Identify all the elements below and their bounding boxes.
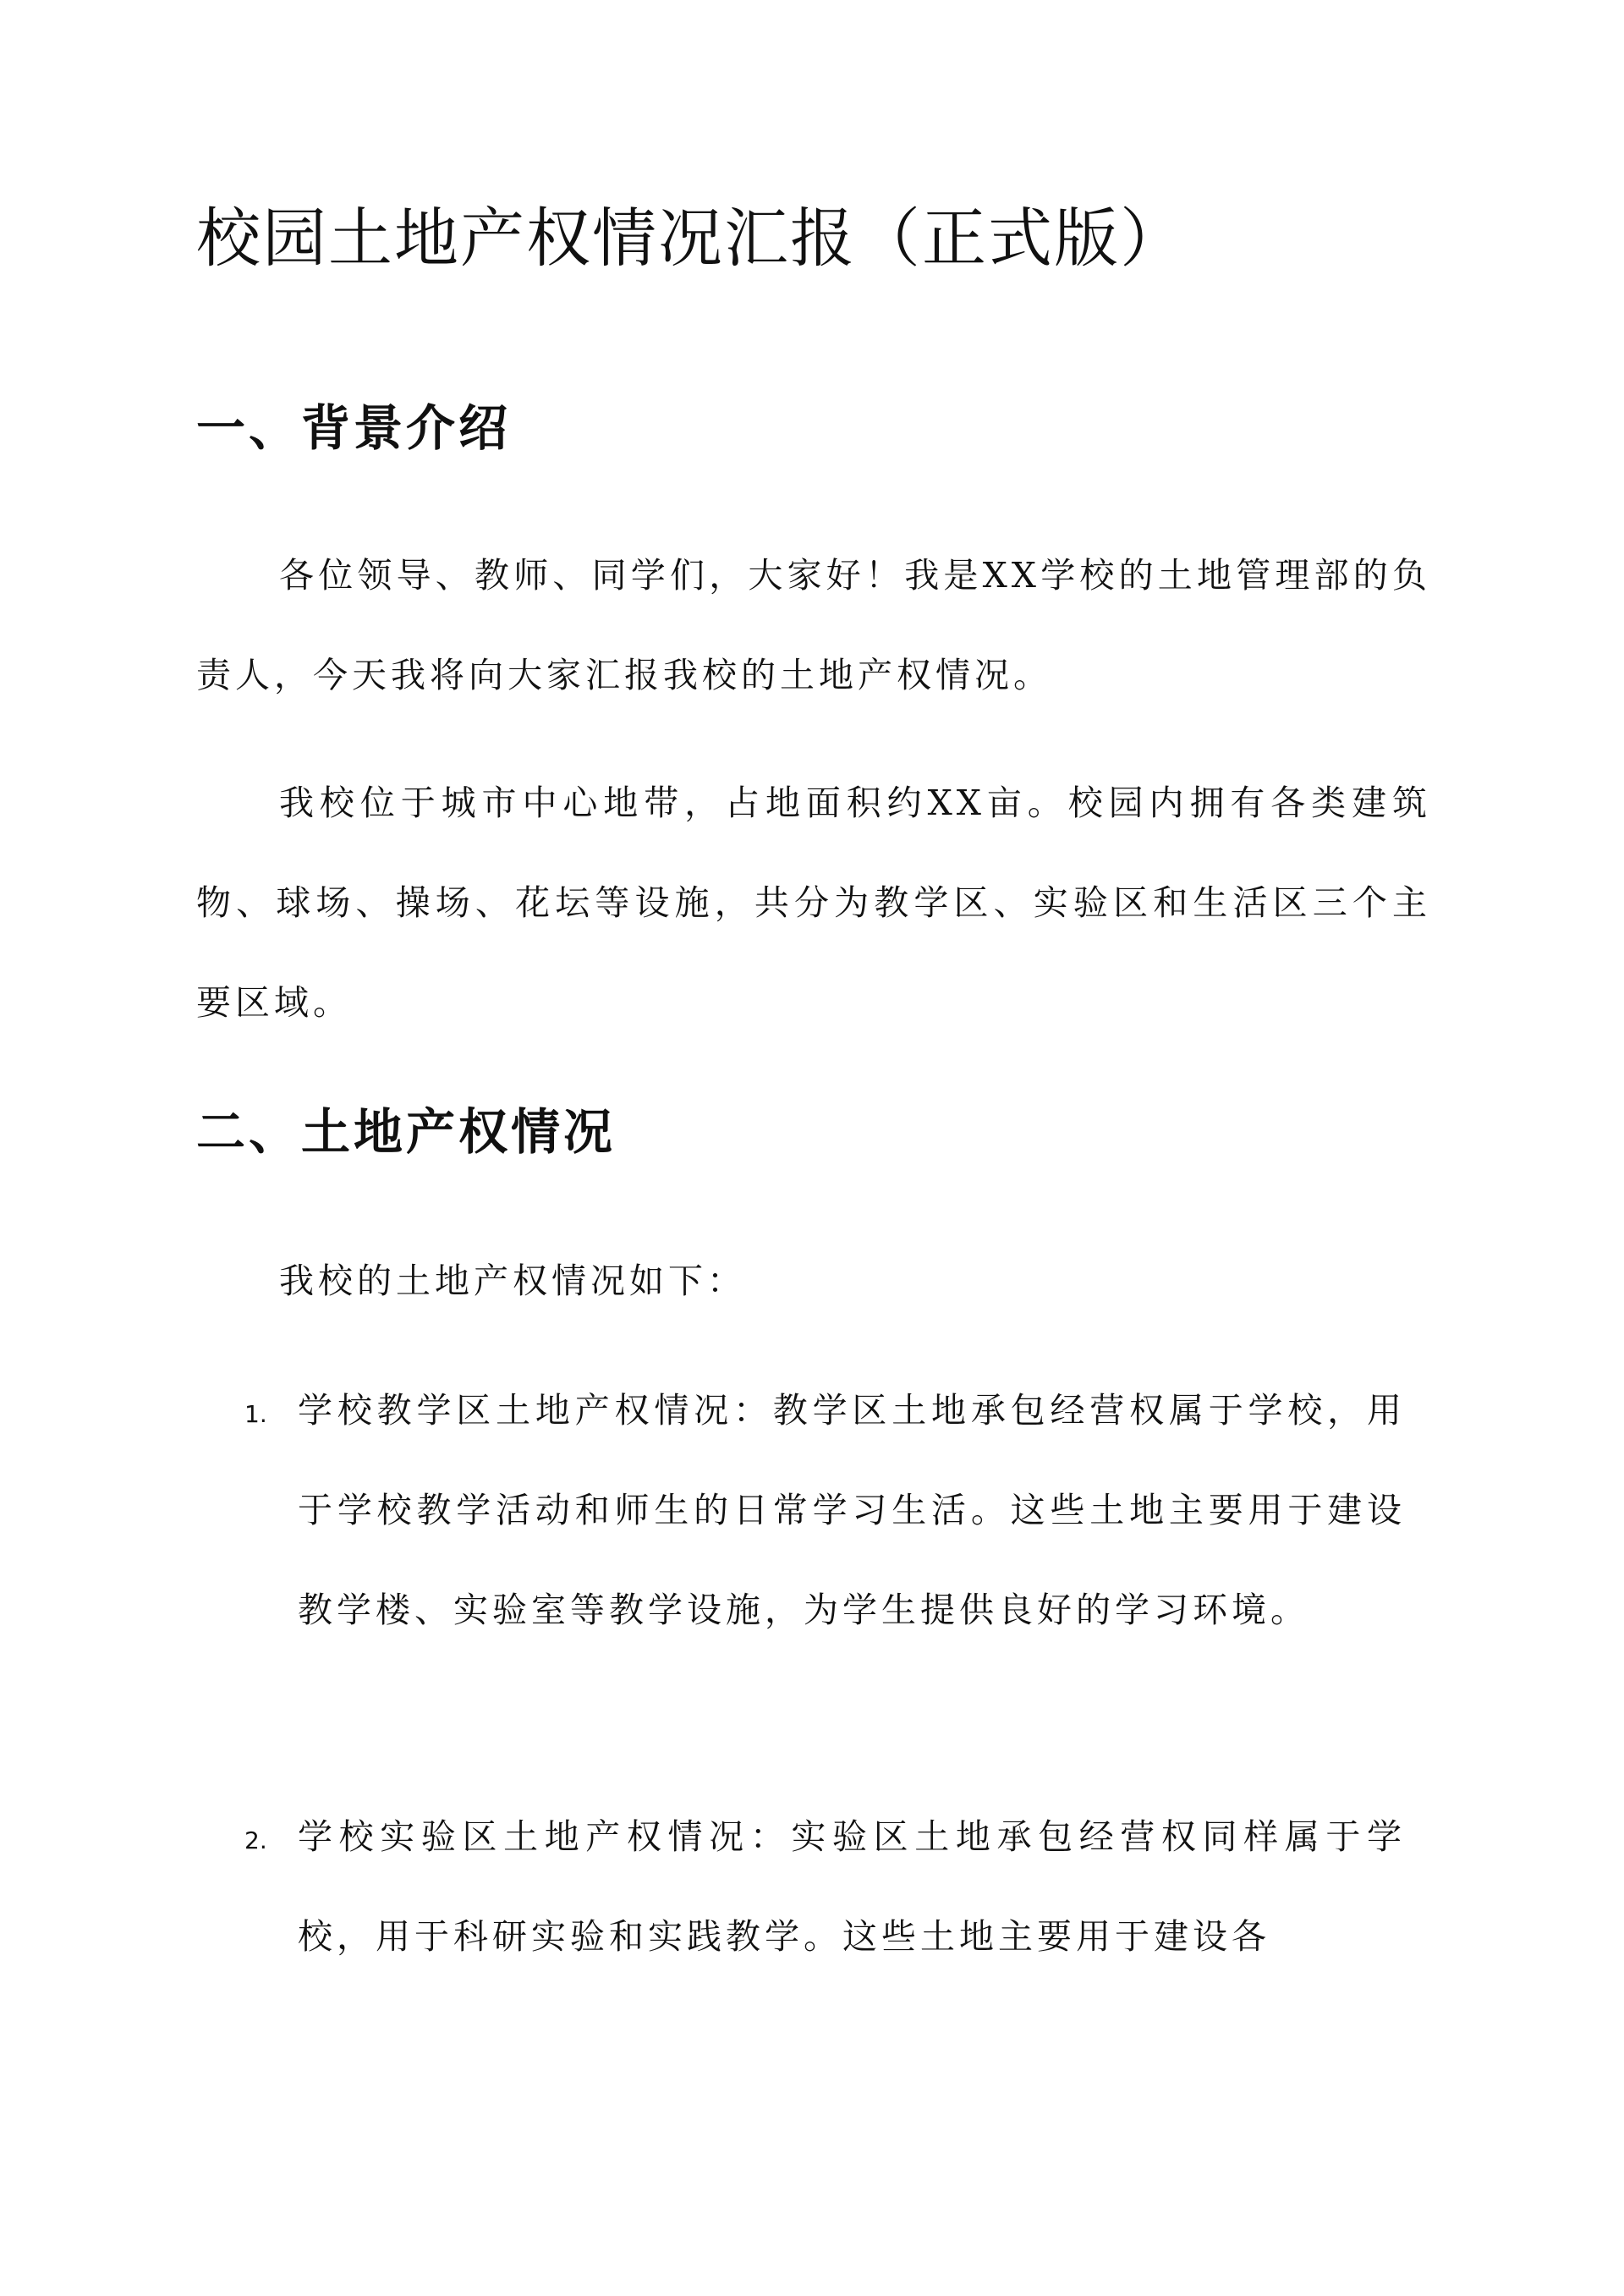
paragraph-greeting: 各位领导、教师、同学们，大家好！我是XX学校的土地管理部的负责人，今天我将向大家汇报我校的土地产权情况。: [196, 555, 1431, 695]
section-heading-land-rights: 二、土地产权情况: [196, 1103, 617, 1161]
paragraph-land-rights-intro: 我校的土地产权情况如下：: [279, 1261, 746, 1301]
list-item-text: 学校实验区土地产权情况：实验区土地承包经营权同样属于学校，用于科研实验和实践教学。这些土地主要用于建设各: [298, 1816, 1406, 1957]
list-item-number: 1.: [244, 1400, 267, 1428]
paragraph-campus-overview: 我校位于城市中心地带，占地面积约XX亩。校园内拥有各类建筑物、球场、操场、花坛等设施，共分为教学区、实验区和生活区三个主要区域。: [196, 783, 1431, 1023]
section-heading-background: 一、背景介绍: [196, 399, 512, 457]
document-title: 校园土地产权情况汇报（正式版）: [196, 200, 1186, 276]
list-item-number: 2.: [244, 1826, 267, 1854]
list-item-text: 学校教学区土地产权情况：教学区土地承包经营权属于学校，用于学校教学活动和师生的日常学习生活。这些土地主要用于建设教学楼、实验室等教学设施，为学生提供良好的学习环境。: [298, 1390, 1406, 1630]
